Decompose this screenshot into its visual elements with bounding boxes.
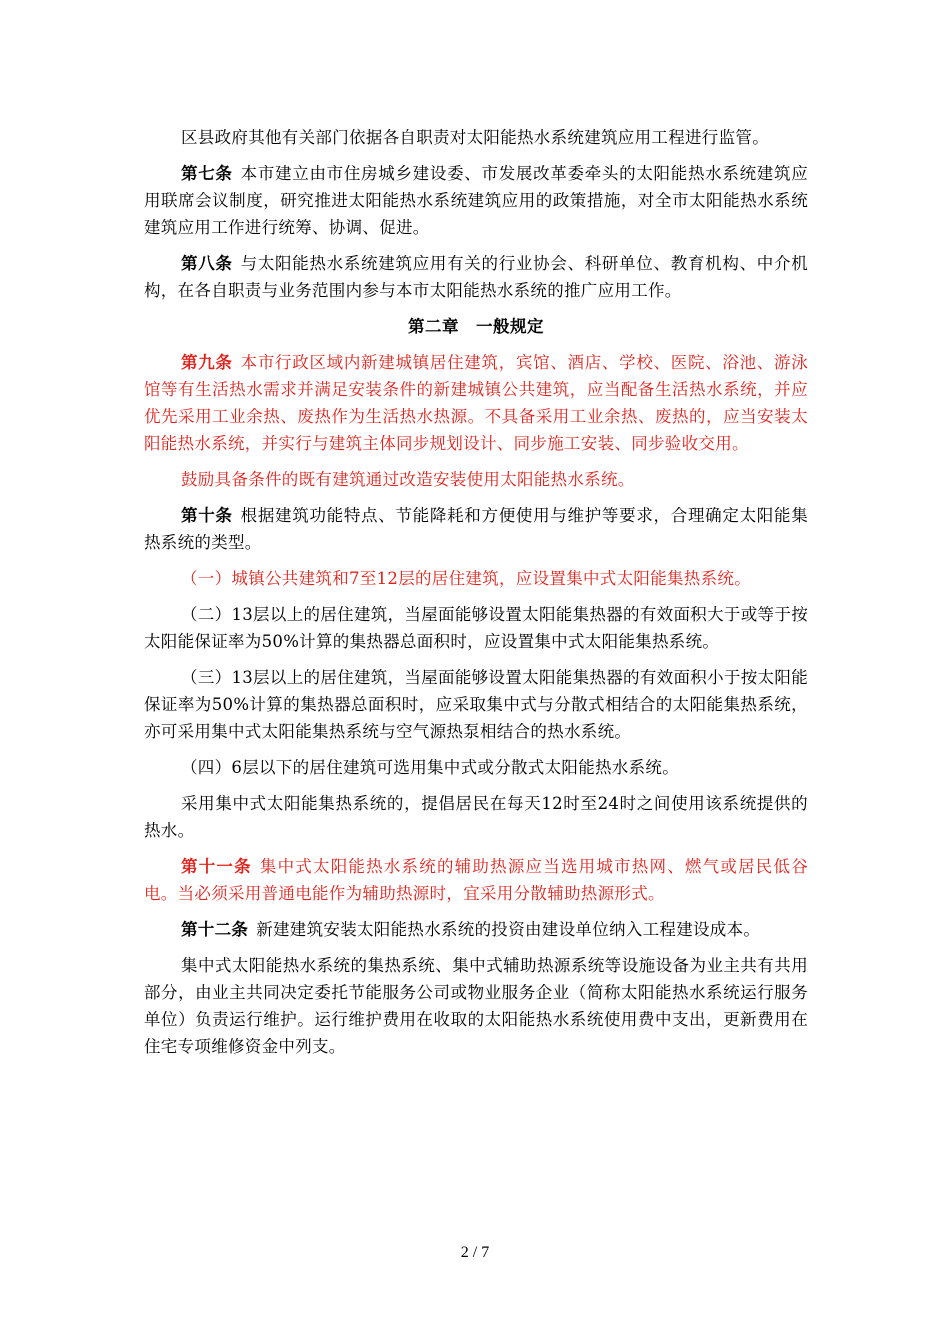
article-9-paragraph-2 <box>144 466 808 493</box>
paragraph-text: 采用集中式太阳能集热系统的，提倡居民在每天12时至24时之间使用该系统提供的热水。 <box>144 794 808 840</box>
article-10 <box>144 502 808 556</box>
article-number: 第七条 <box>181 164 233 183</box>
article-10-item-1 <box>144 565 808 592</box>
chapter-heading: 第二章 一般规定 <box>408 317 544 336</box>
paragraph-district-supervision <box>144 124 808 151</box>
article-text: 新建建筑安装太阳能热水系统的投资由建设单位纳入工程建设成本。 <box>256 920 761 939</box>
article-number: 第十二条 <box>181 920 249 939</box>
article-12 <box>144 916 808 943</box>
article-10-item-2 <box>144 601 808 655</box>
article-9 <box>144 349 808 457</box>
paragraph-text: 鼓励具备条件的既有建筑通过改造安装使用太阳能热水系统。 <box>181 470 635 489</box>
item-text: （一）城镇公共建筑和7至12层的居住建筑，应设置集中式太阳能集热系统。 <box>181 569 751 588</box>
article-8 <box>144 250 808 304</box>
article-text: 根据建筑功能特点、节能降耗和方便使用与维护等要求，合理确定太阳能集热系统的类型。 <box>144 506 808 552</box>
document-body <box>144 124 808 1069</box>
article-text: 集中式太阳能热水系统的辅助热源应当选用城市热网、燃气或居民低谷电。当必须采用普通电能作为辅助热源时，宜采用分散辅助热源形式。 <box>144 857 808 903</box>
article-number: 第十一条 <box>181 857 252 876</box>
article-11 <box>144 853 808 907</box>
article-text: 本市行政区域内新建城镇居住建筑，宾馆、酒店、学校、医院、浴池、游泳馆等有生活热水需求并满足安装条件的新建城镇公共建筑，应当配备生活热水系统，并应优先采用工业余热、废热作为生活热水热源。不具备采用工业余热、废热的，应当安装太阳能热水系统，并实行与建筑主体同步规划设计、同步施工安装、同步验收交用。 <box>144 353 808 453</box>
article-10-item-3 <box>144 664 808 745</box>
article-number: 第十条 <box>181 506 233 525</box>
article-10-paragraph-2 <box>144 790 808 844</box>
paragraph-text: 集中式太阳能热水系统的集热系统、集中式辅助热源系统等设施设备为业主共有共用部分，由业主共同决定委托节能服务公司或物业服务企业（简称太阳能热水系统运行服务单位）负责运行维护。运行维护费用在收取的太阳能热水系统使用费中支出，更新费用在住宅专项维修资金中列支。 <box>144 956 808 1056</box>
article-10-item-4 <box>144 754 808 781</box>
page-number: 2 / 7 <box>460 1244 490 1261</box>
item-text: （四）6层以下的居住建筑可选用集中式或分散式太阳能热水系统。 <box>181 758 679 777</box>
article-7 <box>144 160 808 241</box>
article-text: 与太阳能热水系统建筑应用有关的行业协会、科研单位、教育机构、中介机构，在各自职责与业务范围内参与本市太阳能热水系统的推广应用工作。 <box>144 254 808 300</box>
article-number: 第九条 <box>181 353 233 372</box>
article-12-paragraph-2 <box>144 952 808 1060</box>
item-text: （二）13层以上的居住建筑，当屋面能够设置太阳能集热器的有效面积大于或等于按太阳能保证率为50%计算的集热器总面积时，应设置集中式太阳能集热系统。 <box>144 605 808 651</box>
article-number: 第八条 <box>181 254 233 273</box>
item-text: （三）13层以上的居住建筑，当屋面能够设置太阳能集热器的有效面积小于按太阳能保证率为50%计算的集热器总面积时，应采取集中式与分散式相结合的太阳能集热系统，亦可采用集中式太阳能集热系统与空气源热泵相结合的热水系统。 <box>144 668 808 741</box>
article-text: 本市建立由市住房城乡建设委、市发展改革委牵头的太阳能热水系统建筑应用联席会议制度，研究推进太阳能热水系统建筑应用的政策措施，对全市太阳能热水系统建筑应用工作进行统筹、协调、促进。 <box>144 164 808 237</box>
paragraph-text: 区县政府其他有关部门依据各自职责对太阳能热水系统建筑应用工程进行监管。 <box>181 128 769 147</box>
